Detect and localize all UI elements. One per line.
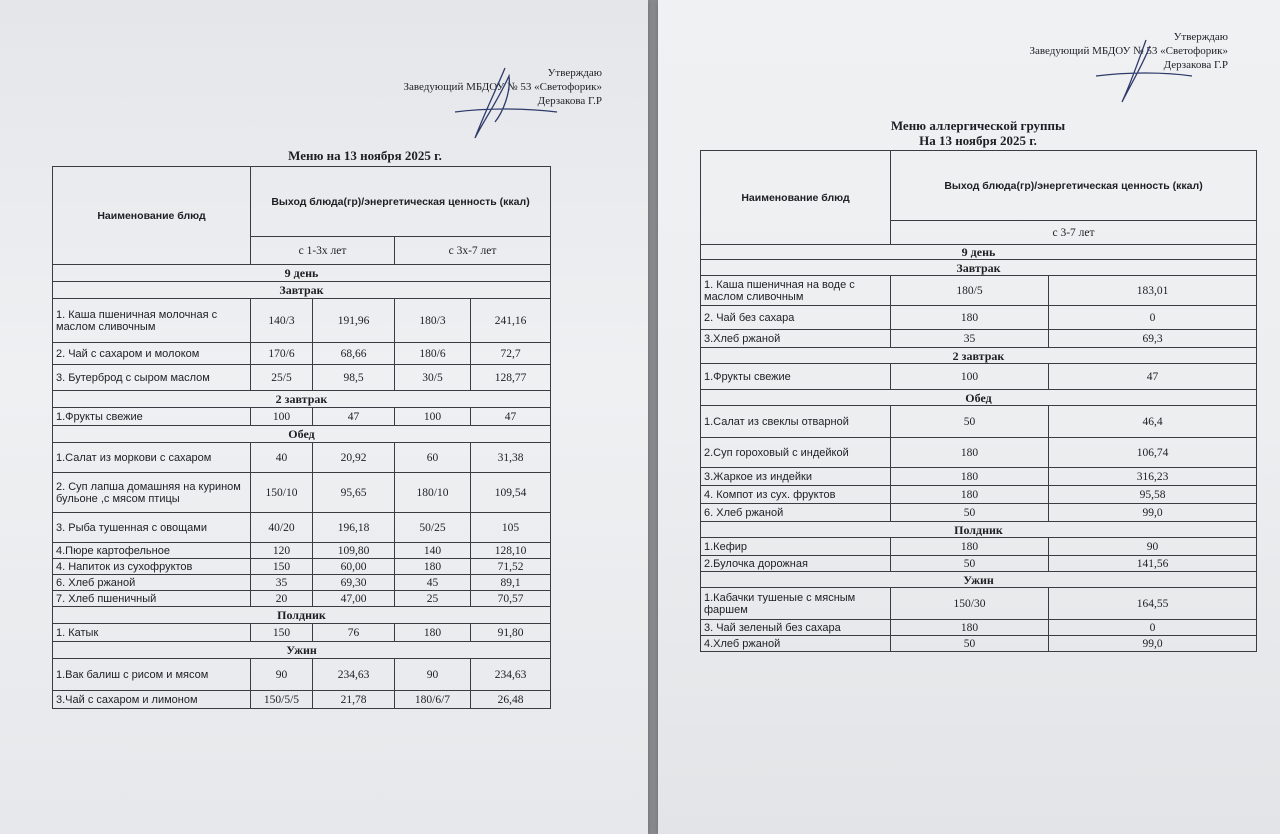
dish-name: 3.Чай с сахаром и лимоном [53, 691, 251, 709]
table-row [701, 364, 1257, 390]
portion-3-7: 150/30 [891, 588, 1049, 620]
kcal-1-3: 109,80 [313, 543, 395, 559]
dish-name: 3. Бутерброд с сыром маслом [53, 365, 251, 391]
dish-name: 1.Фрукты свежие [53, 408, 251, 426]
portion-3-7: 50/25 [395, 513, 471, 543]
kcal-3-7: 105 [471, 513, 551, 543]
section-row [701, 348, 1257, 364]
dish-name: 1. Каша пшеничная на воде с маслом сливочным [701, 276, 891, 306]
kcal-1-3: 196,18 [313, 513, 395, 543]
kcal-3-7: 70,57 [471, 591, 551, 607]
dish-name: 1. Каша пшеничная молочная с маслом сливочным [53, 299, 251, 343]
dish-name: 2. Суп лапша домашняя на курином бульоне ,с мясом птицы [53, 473, 251, 513]
portion-3-7: 180/6 [395, 343, 471, 365]
day-label: 9 день [53, 265, 551, 282]
kcal-3-7: 72,7 [471, 343, 551, 365]
signature-mark [1088, 36, 1198, 106]
kcal-3-7: 26,48 [471, 691, 551, 709]
dish-name: 7. Хлеб пшеничный [53, 591, 251, 607]
kcal-3-7: 128,10 [471, 543, 551, 559]
age-group-3-7: с 3х-7 лет [395, 237, 551, 265]
kcal-1-3: 234,63 [313, 659, 395, 691]
kcal-3-7: 69,3 [1049, 330, 1257, 348]
kcal-3-7: 31,38 [471, 443, 551, 473]
kcal-3-7: 91,80 [471, 624, 551, 642]
kcal-3-7: 90 [1049, 538, 1257, 556]
section-row [53, 607, 551, 624]
portion-1-3: 20 [251, 591, 313, 607]
section-row [53, 282, 551, 299]
kcal-1-3: 47,00 [313, 591, 395, 607]
portion-3-7: 180/5 [891, 276, 1049, 306]
portion-3-7: 30/5 [395, 365, 471, 391]
portion-3-7: 50 [891, 636, 1049, 652]
kcal-3-7: 46,4 [1049, 406, 1257, 438]
table-row [701, 504, 1257, 522]
kcal-3-7: 106,74 [1049, 438, 1257, 468]
dish-name: 6. Хлеб ржаной [701, 504, 891, 522]
column-header-output: Выход блюда(гр)/энергетическая ценность (ккал) [891, 151, 1257, 221]
dish-name: 2. Чай с сахаром и молоком [53, 343, 251, 365]
section-row [701, 260, 1257, 276]
kcal-1-3: 69,30 [313, 575, 395, 591]
kcal-3-7: 47 [471, 408, 551, 426]
table-row [53, 591, 551, 607]
page-title: Меню на 13 ноября 2025 г. [288, 148, 442, 163]
section-title: Обед [53, 426, 551, 443]
signature-mark [445, 62, 565, 142]
portion-1-3: 40 [251, 443, 313, 473]
dish-name: 1.Кефир [701, 538, 891, 556]
kcal-1-3: 191,96 [313, 299, 395, 343]
portion-3-7: 90 [395, 659, 471, 691]
kcal-1-3: 60,00 [313, 559, 395, 575]
dish-name: 3.Хлеб ржаной [701, 330, 891, 348]
menu-table [52, 166, 551, 709]
table-row [53, 559, 551, 575]
table-row [53, 575, 551, 591]
age-group-3-7: с 3-7 лет [891, 221, 1257, 245]
kcal-3-7: 128,77 [471, 365, 551, 391]
portion-3-7: 180 [395, 624, 471, 642]
dish-name: 2. Чай без сахара [701, 306, 891, 330]
portion-1-3: 40/20 [251, 513, 313, 543]
section-title: Завтрак [701, 260, 1257, 276]
kcal-3-7: 71,52 [471, 559, 551, 575]
menu-sheet-right [658, 0, 1280, 834]
portion-3-7: 60 [395, 443, 471, 473]
portion-1-3: 150 [251, 624, 313, 642]
portion-1-3: 150 [251, 559, 313, 575]
column-header-dish: Наименование блюд [701, 151, 891, 245]
kcal-3-7: 99,0 [1049, 636, 1257, 652]
kcal-3-7: 241,16 [471, 299, 551, 343]
menu-table [700, 150, 1257, 652]
table-row [53, 473, 551, 513]
dish-name: 4. Компот из сух. фруктов [701, 486, 891, 504]
approval-signer: Дерзакова Г.Р [537, 95, 602, 107]
kcal-3-7: 0 [1049, 620, 1257, 636]
table-row [701, 468, 1257, 486]
kcal-1-3: 20,92 [313, 443, 395, 473]
dish-name: 1.Кабачки тушеные с мясным фаршем [701, 588, 891, 620]
table-row [53, 365, 551, 391]
portion-1-3: 35 [251, 575, 313, 591]
portion-3-7: 180 [891, 620, 1049, 636]
dish-name: 3. Рыба тушенная с овощами [53, 513, 251, 543]
kcal-3-7: 316,23 [1049, 468, 1257, 486]
section-row [53, 426, 551, 443]
portion-3-7: 180 [891, 438, 1049, 468]
age-group-1-3: с 1-3х лет [251, 237, 395, 265]
dish-name: 3. Чай зеленый без сахара [701, 620, 891, 636]
portion-3-7: 35 [891, 330, 1049, 348]
section-row [701, 522, 1257, 538]
dish-name: 2.Булочка дорожная [701, 556, 891, 572]
kcal-1-3: 21,78 [313, 691, 395, 709]
table-row [53, 299, 551, 343]
approval-title: Утверждаю [1173, 31, 1228, 43]
approval-position: Заведующий МБДОУ № 53 «Светофорик» [1029, 45, 1228, 57]
section-row [53, 642, 551, 659]
section-title: 2 завтрак [701, 348, 1257, 364]
dish-name: 3.Жаркое из индейки [701, 468, 891, 486]
portion-3-7: 50 [891, 504, 1049, 522]
kcal-1-3: 68,66 [313, 343, 395, 365]
page-title [808, 118, 1148, 148]
kcal-3-7: 95,58 [1049, 486, 1257, 504]
portion-3-7: 45 [395, 575, 471, 591]
portion-1-3: 150/5/5 [251, 691, 313, 709]
table-row [701, 330, 1257, 348]
table-row [701, 556, 1257, 572]
table-row [701, 406, 1257, 438]
kcal-1-3: 95,65 [313, 473, 395, 513]
table-row [53, 513, 551, 543]
kcal-3-7: 183,01 [1049, 276, 1257, 306]
table-row [53, 443, 551, 473]
portion-1-3: 170/6 [251, 343, 313, 365]
portion-3-7: 180 [395, 559, 471, 575]
table-row [701, 538, 1257, 556]
approval-position: Заведующий МБДОУ № 53 «Светофорик» [403, 81, 602, 93]
table-row [701, 438, 1257, 468]
portion-3-7: 100 [891, 364, 1049, 390]
section-title: Ужин [53, 642, 551, 659]
kcal-1-3: 98,5 [313, 365, 395, 391]
portion-1-3: 100 [251, 408, 313, 426]
portion-3-7: 50 [891, 556, 1049, 572]
section-row [701, 390, 1257, 406]
section-row [53, 391, 551, 408]
section-title: Ужин [701, 572, 1257, 588]
kcal-1-3: 76 [313, 624, 395, 642]
portion-3-7: 140 [395, 543, 471, 559]
dish-name: 6. Хлеб ржаной [53, 575, 251, 591]
column-header-dish: Наименование блюд [53, 167, 251, 265]
portion-1-3: 120 [251, 543, 313, 559]
section-title: Обед [701, 390, 1257, 406]
portion-3-7: 180 [891, 486, 1049, 504]
portion-3-7: 180/10 [395, 473, 471, 513]
table-row [53, 691, 551, 709]
section-title: Полдник [53, 607, 551, 624]
table-row [53, 343, 551, 365]
kcal-3-7: 109,54 [471, 473, 551, 513]
dish-name: 4. Напиток из сухофруктов [53, 559, 251, 575]
portion-1-3: 25/5 [251, 365, 313, 391]
dish-name: 1.Фрукты свежие [701, 364, 891, 390]
kcal-3-7: 99,0 [1049, 504, 1257, 522]
portion-1-3: 90 [251, 659, 313, 691]
kcal-3-7: 164,55 [1049, 588, 1257, 620]
kcal-3-7: 89,1 [471, 575, 551, 591]
kcal-3-7: 0 [1049, 306, 1257, 330]
portion-3-7: 25 [395, 591, 471, 607]
dish-name: 1.Салат из свеклы отварной [701, 406, 891, 438]
kcal-1-3: 47 [313, 408, 395, 426]
approval-title: Утверждаю [547, 67, 602, 79]
table-row [701, 588, 1257, 620]
portion-3-7: 180 [891, 468, 1049, 486]
portion-1-3: 150/10 [251, 473, 313, 513]
portion-3-7: 180/6/7 [395, 691, 471, 709]
page-title-line2: На 13 ноября 2025 г. [919, 133, 1037, 148]
table-row [701, 276, 1257, 306]
approval-signer: Дерзакова Г.Р [1163, 59, 1228, 71]
portion-3-7: 100 [395, 408, 471, 426]
section-title: 2 завтрак [53, 391, 551, 408]
kcal-3-7: 234,63 [471, 659, 551, 691]
portion-1-3: 140/3 [251, 299, 313, 343]
portion-3-7: 50 [891, 406, 1049, 438]
dish-name: 1.Вак балиш с рисом и мясом [53, 659, 251, 691]
dish-name: 4.Пюре картофельное [53, 543, 251, 559]
portion-3-7: 180/3 [395, 299, 471, 343]
portion-3-7: 180 [891, 538, 1049, 556]
dish-name: 1.Салат из моркови с сахаром [53, 443, 251, 473]
section-title: Завтрак [53, 282, 551, 299]
table-row [701, 620, 1257, 636]
page-title-line1: Меню аллергической группы [890, 118, 1066, 133]
table-row [701, 636, 1257, 652]
day-label: 9 день [701, 245, 1257, 260]
dish-name: 1. Катык [53, 624, 251, 642]
section-title: Полдник [701, 522, 1257, 538]
dish-name: 2.Суп гороховый с индейкой [701, 438, 891, 468]
kcal-3-7: 47 [1049, 364, 1257, 390]
table-row [701, 306, 1257, 330]
section-row [701, 572, 1257, 588]
table-row [701, 486, 1257, 504]
table-row [53, 659, 551, 691]
dish-name: 4.Хлеб ржаной [701, 636, 891, 652]
table-row [53, 624, 551, 642]
column-header-output: Выход блюда(гр)/энергетическая ценность (ккал) [251, 167, 551, 237]
table-row [53, 408, 551, 426]
table-row [53, 543, 551, 559]
portion-3-7: 180 [891, 306, 1049, 330]
kcal-3-7: 141,56 [1049, 556, 1257, 572]
